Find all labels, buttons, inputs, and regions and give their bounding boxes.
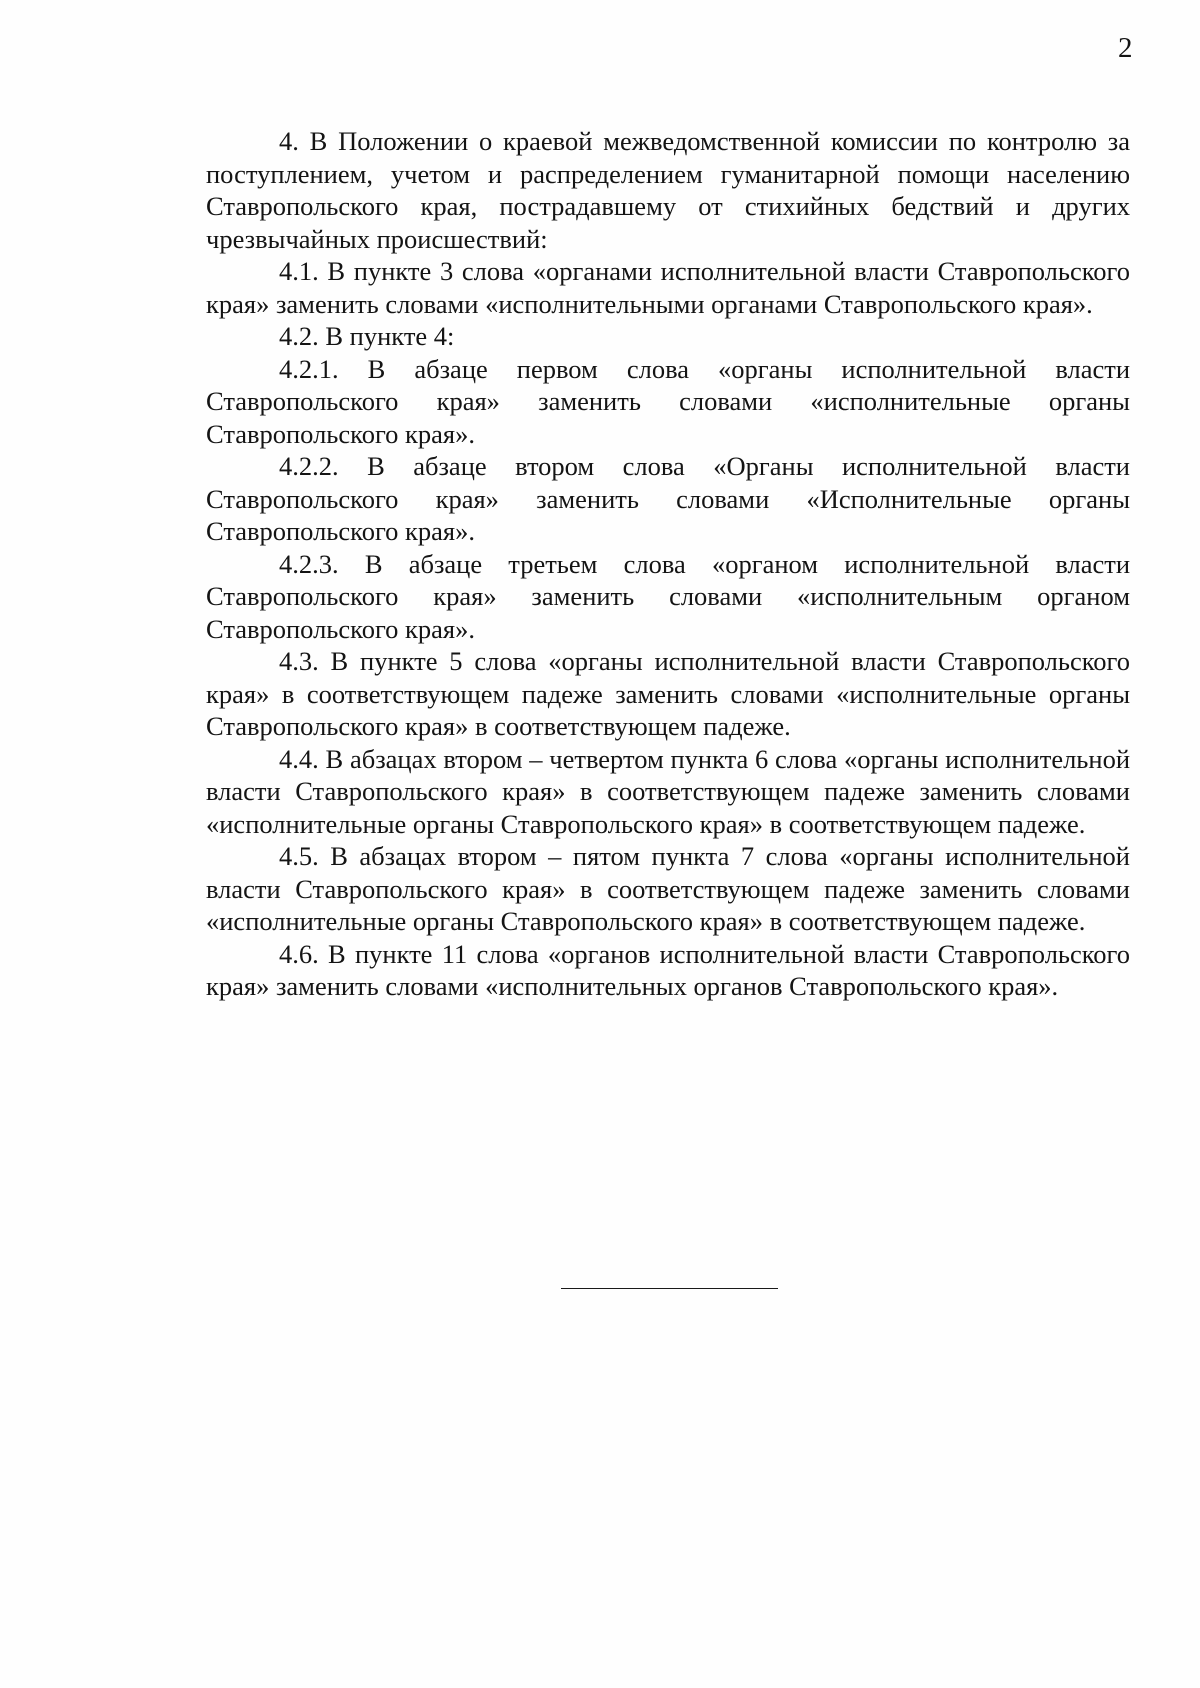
end-of-text-rule bbox=[561, 1288, 778, 1289]
paragraph-4-2-1: 4.2.1. В абзаце первом слова «органы исполнительной власти Ставропольского края» заменить словами «исполнительные органы Ставропольского края». bbox=[206, 353, 1130, 449]
document-body bbox=[206, 125, 1130, 1003]
paragraph-4-2: 4.2. В пункте 4: bbox=[279, 321, 455, 351]
paragraph-4-5: 4.5. В абзацах втором – пятом пункта 7 слова «органы исполнительной власти Ставропольского края» в соответствующем падеже заменить словами «исполнительные органы Ставропольского края» в соответствующем падеже. bbox=[206, 841, 1130, 936]
paragraph-4-1: 4.1. В пункте 3 слова «органами исполнительной власти Ставропольского края» заменить словами «исполнительными органами Ставропольского края». bbox=[206, 256, 1130, 319]
paragraph-4-2-3: 4.2.3. В абзаце третьем слова «органом исполнительной власти Ставропольского края» заменить словами «исполнительным органом Ставропольского края». bbox=[206, 548, 1130, 644]
paragraph-4-6: 4.6. В пункте 11 слова «органов исполнительной власти Ставропольского края» заменить словами «исполнительных органов Ставропольского края». bbox=[206, 938, 1130, 1001]
page-number: 2 bbox=[1118, 32, 1133, 64]
paragraph-4: 4. В Положении о краевой межведомственной комиссии по контролю за поступлением, учетом и распределением гуманитарной помощи населению Ставропольского края, пострадавшему от стихийных бедствий и других чрезвычайных происшествий: bbox=[206, 126, 1130, 254]
paragraph-4-3: 4.3. В пункте 5 слова «органы исполнительной власти Ставропольского края» в соответствующем падеже заменить словами «исполнительные органы Ставропольского края» в соответствующем падеже. bbox=[206, 646, 1130, 741]
paragraph-4-2-2: 4.2.2. В абзаце втором слова «Органы исполнительной власти Ставропольского края» заменить словами «Исполнительные органы Ставропольского края». bbox=[206, 451, 1130, 546]
paragraph-4-4: 4.4. В абзацах втором – четвертом пункта 6 слова «органы исполнительной власти Ставропольского края» в соответствующем падеже заменить словами «исполнительные органы Ставропольского края» в соответствующем падеже. bbox=[206, 743, 1130, 839]
